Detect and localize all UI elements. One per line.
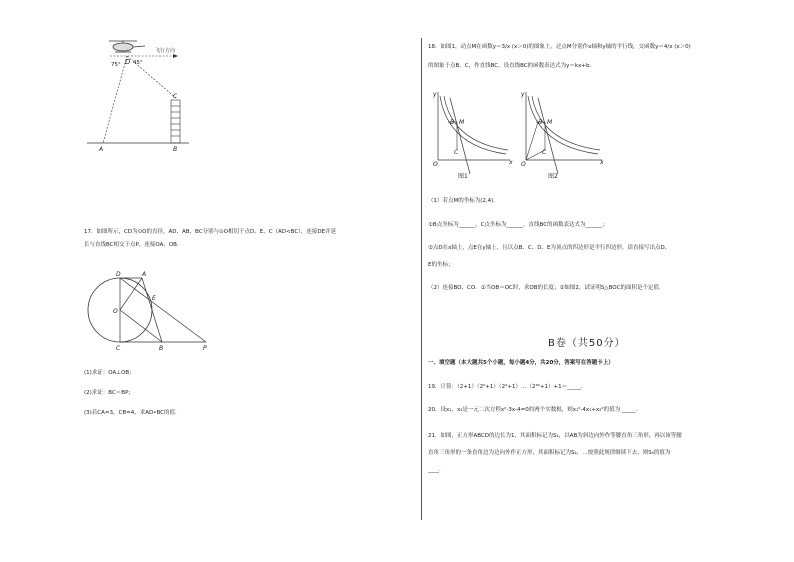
label-A: A (99, 146, 104, 153)
q17-part1: (1)求证：OA⊥OB； (84, 370, 135, 376)
fig17-label-A: A (142, 271, 147, 278)
sight-line-A (103, 56, 127, 143)
column-divider (421, 38, 422, 520)
fig1-M: M (459, 119, 465, 126)
fig17-label-C: C (116, 345, 121, 352)
fig17-label-B: B (159, 345, 164, 352)
angle-45: 45° (133, 60, 143, 66)
q18-line1: 18．如图1，动点M在函数y＝3/x (x＞0)的图象上，过点M分别作x轴和y轴的平行线，交函数y＝4/x (x＞0) (428, 44, 691, 50)
fig1-O: O (433, 161, 438, 168)
building (171, 100, 180, 143)
q18-sub1: ①B点坐标为______，C点坐标为______，直线BC的函数表达式为______； (428, 222, 608, 228)
fig2-y: y (521, 91, 525, 98)
q18-part2: （2）连接BO、CO．①当OB＝OC时，求OB的长度；②如图2，试证明S△BOC的面积是个定值． (428, 285, 665, 291)
q18-figure-1 (430, 88, 514, 180)
q19: 19．计算：（2+1）（2²+1）（2⁴+1）…（2³²+1）+1＝_____． (428, 384, 587, 390)
q17-part2: (2)求证：BC＝BP； (84, 390, 134, 396)
q20: 20．设x₁，x₂是一元二次方程x²-3x-4=0的两个实数根，则x₁²-4x₁+x₂²的值为 _____． (428, 407, 642, 413)
angle-75: 75° (111, 62, 121, 68)
label-D: D (125, 58, 131, 66)
fig2-O: O (521, 161, 526, 168)
fig17-label-E: E (152, 295, 156, 302)
q18-sub2-line2: E的坐标； (428, 262, 454, 268)
fig2-x: x (600, 159, 604, 166)
fig1-y: y (433, 91, 437, 98)
arrow-right-icon (173, 54, 178, 58)
fig17-label-D: D (116, 271, 121, 278)
fig1-B: B (450, 119, 455, 126)
helicopter-icon (109, 41, 145, 52)
q17-line2: 长与直线BC相交于点P，连接OA、OB． (84, 242, 183, 248)
q18-part1-head: （1）若点M的坐标为(2,4)． (428, 198, 499, 204)
figure-17 (84, 268, 214, 354)
fig17-label-P: P (203, 345, 207, 352)
fig1-x: x (509, 159, 513, 166)
q18-sub2-line1: ②点D在x轴上，点E在y轴上，且以点B、C、D、E为顶点的四边形是平行四边形，请直接写出点D、 (428, 245, 671, 251)
q21-line3: ____． (428, 467, 445, 473)
fig1-C: C (454, 149, 459, 156)
fig1-caption: 图1 (458, 173, 468, 180)
q17-part3: (3)若CA=3，CB=4，求AD•BC的值. (84, 410, 177, 416)
section-b-header: 一、填空题（本大题共5个小题，每小题4分，共20分，答案写在答题卡上） (428, 360, 614, 366)
fig2-caption: 图2 (548, 173, 558, 180)
figure-16 (85, 38, 195, 153)
label-B: B (173, 146, 178, 153)
q21-line2: 直角三角形的一条直角边为边向外作正方形，其面积标记为S₂，…按照此规律继续下去，则S₅的值为 (428, 450, 671, 456)
label-C: C (173, 93, 178, 100)
q18-line2: 的图象于点B、C，作直线BC，设直线BC的函数表达式为y＝kx+b． (428, 63, 595, 69)
label-direction: 飞行方向 (155, 48, 176, 54)
q21-line1: 21．如图，正方形ABCD的边长为1，其面积标记为S₁，以AB为斜边向外作等腰直角三角形，再以该等腰 (428, 433, 682, 439)
fig2-M: M (547, 119, 553, 126)
fig2-B: B (538, 119, 543, 126)
q17-line1: 17．如图所示，CD为⊙O的直径，AD、AB、BC分别与⊙O相切于点D、E、C（AD<BC），连接DE并延 (84, 229, 337, 235)
section-b-title: B卷（共50分） (548, 338, 626, 349)
q18-figure-2 (518, 88, 606, 180)
fig17-label-O: O (113, 308, 118, 315)
fig2-C: C (542, 149, 547, 156)
